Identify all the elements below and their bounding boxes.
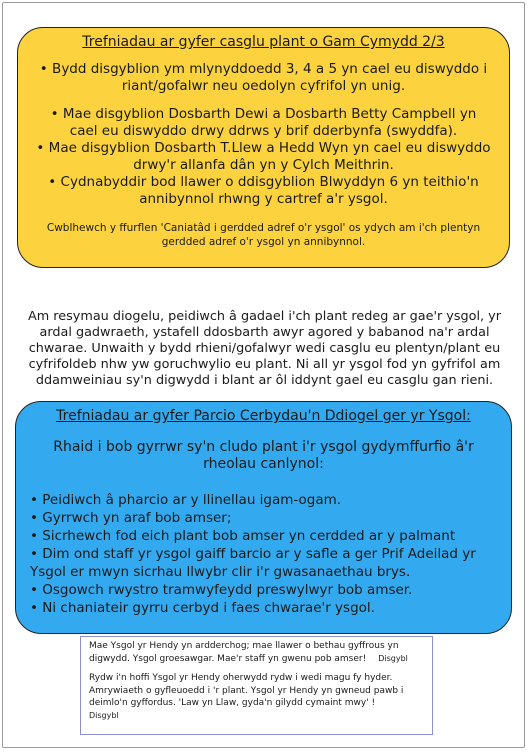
pupil-quote — [89, 672, 424, 722]
parking-rule: • Ni chaniateir gyrru cerbyd i faes chwarae'r ysgol. — [30, 600, 375, 616]
quote-text: Rydw i'n hoffi Ysgol yr Hendy oherwydd rydw i wedi magu fy hyder. Amrywiaeth o gyfleuoedd i 'r plant. Ysgol yr Hendy yn gwneud pawb i deimlo'n gyffordus. 'Law yn Llaw, gyda'n gilydd cymaint mwy' ! — [89, 673, 404, 708]
parking-rule: • Sicrhewch fod eich plant bob amser yn cerdded ar y palmant — [30, 528, 456, 544]
parking-rules-list — [30, 491, 497, 617]
pickup-item: • Cydnabyddir bod llawer o ddisgyblion Blwyddyn 6 yn teithio'n annibynnol rhwng y cartref a'r ysgol. — [48, 174, 479, 207]
pickup-list — [36, 61, 491, 208]
parking-arrangements-box — [15, 401, 512, 634]
pickup-item: • Bydd disgyblion ym mlynyddoedd 3, 4 a 5 yn cael eu diswyddo i riant/gofalwr neu oedolyn cyfrifol yn unig. — [39, 61, 488, 94]
parking-rule: • Peidiwch â pharcio ar y llinellau igam-ogam. — [30, 492, 342, 508]
parking-rule: • Gyrrwch yn araf bob amser; — [30, 510, 232, 526]
quote-text: Mae Ysgol yr Hendy yn ardderchog; mae llawer o bethau gyffrous yn digwydd. Ysgol groesawgar. Mae'r staff yn gwenu pob amser! — [89, 641, 399, 664]
pickup-arrangements-box — [17, 27, 510, 268]
quote-author: Disgybl — [378, 653, 408, 663]
safeguarding-paragraph: Am resymau diogelu, peidiwch â gadael i'ch plant redeg ar gae'r ysgol, yr ardal gadwraeth, ystafell ddosbarth awyr agored y babanod na'r ardal chwarae. Unwaith y bydd rhieni/gofalwyr wedi casglu eu plentyn/plant eu cyfrifoldeb nhw yw goruchwylio eu plant. Ni all yr ysgol fod yn gyfrifol am ddamweiniau sy'n digwydd i blant ar ôl iddynt gael eu casglu gan rieni. — [27, 309, 502, 388]
parking-title: Trefniadau ar gyfer Parcio Cerbydau'n Ddiogel ger yr Ysgol: — [56, 408, 471, 424]
quote-author: Disgybl — [89, 710, 119, 720]
parking-intro: Rhaid i bob gyrrwr sy'n cludo plant i'r ysgol gydymffurfio â'r rheolau canlynol: — [53, 439, 474, 472]
pickup-title: Trefniadau ar gyfer casglu plant o Gam Cymydd 2/3 — [82, 34, 445, 50]
pickup-note: Cwblhewch y ffurflen 'Caniatâd i gerdded adref o'r ysgol' os ydych am i'ch plentyn gerdded adref o'r ysgol yn annibynnol. — [46, 222, 481, 248]
pickup-item: • Mae disgyblion Dosbarth Dewi a Dosbarth Betty Campbell yn cael eu diswyddo drwy ddrws y brif dderbynfa (swyddfa). — [50, 106, 477, 139]
parking-rule: • Dim ond staff yr ysgol gaiff barcio ar y safle a ger Prif Adeilad yr Ysgol er mwyn sicrhau llwybr clir i'r gwasanaethau brys. — [30, 546, 476, 580]
pupil-quote — [89, 640, 424, 665]
pickup-item: • Mae disgyblion Dosbarth T.Llew a Hedd Wyn yn cael eu diswyddo drwy'r allanfa dân yn y Cylch Meithrin. — [36, 140, 491, 173]
pupil-quotes-box — [80, 636, 433, 735]
parking-rule: • Osgowch rwystro tramwyfeydd preswylwyr bob amser. — [30, 582, 413, 598]
